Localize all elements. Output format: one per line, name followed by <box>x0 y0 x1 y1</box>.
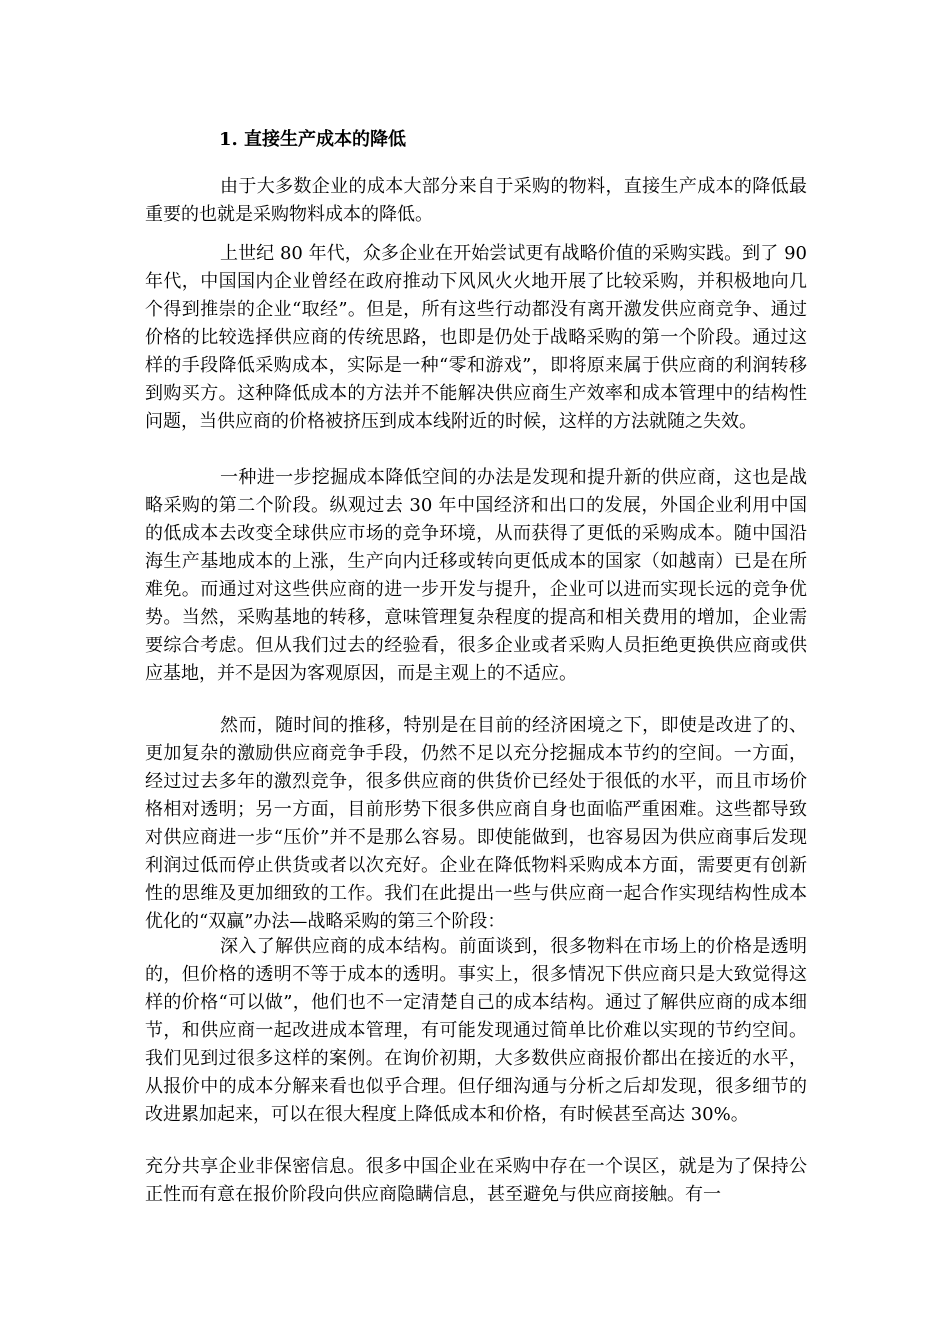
paragraph-2: 上世纪 80 年代，众多企业在开始尝试更有战略价值的采购实践。到了 90 年代，中国国内企业曾经在政府推动下风风火火地开展了比较采购，并积极地向几个得到推崇的企业“取经”。但是，所有这些行动都没有离开激发供应商竞争、通过价格的比较选择供应商的传统思路，也即是仍处于战略采购的第一个阶段。通过这样的手段降低采购成本，实际是一种“零和游戏”，即将原来属于供应商的利润转移到购买方。这种降低成本的方法并不能解决供应商生产效率和成本管理中的结构性问题，当供应商的价格被挤压到成本线附近的时候，这样的方法就随之失效。 <box>145 243 807 432</box>
paragraph-3: 一种进一步挖掘成本降低空间的办法是发现和提升新的供应商，这也是战略采购的第二个阶段。纵观过去 30 年中国经济和出口的发展，外国企业利用中国的低成本去改变全球供应市场的竞争环境，从而获得了更低的采购成本。随中国沿海生产基地成本的上涨，生产向内迁移或转向更低成本的国家（如越南）已是在所难免。而通过对这些供应商的进一步开发与提升，企业可以进而实现长远的竞争优势。当然，采购基地的转移，意味管理复杂程度的提高和相关费用的增加，企业需要综合考虑。但从我们过去的经验看，很多企业或者采购人员拒绝更换供应商或供应基地，并不是因为客观原因，而是主观上的不适应。 <box>145 467 807 684</box>
paragraph-4: 然而，随时间的推移，特别是在目前的经济困境之下，即使是改进了的、更加复杂的激励供应商竞争手段，仍然不足以充分挖掘成本节约的空间。一方面，经过过去多年的激烈竞争，很多供应商的供货价已经处于很低的水平，而且市场价格相对透明；另一方面，目前形势下很多供应商自身也面临严重困难。这些都导致对供应商进一步“压价”并不是那么容易。即使能做到，也容易因为供应商事后发现利润过低而停止供货或者以次充好。企业在降低物料采购成本方面，需要更有创新性的思维及更加细致的工作。我们在此提出一些与供应商一起合作实现结构性成本优化的“双赢”办法—战略采购的第三个阶段： <box>145 715 807 932</box>
paragraph-5: 深入了解供应商的成本结构。前面谈到，很多物料在市场上的价格是透明的，但价格的透明不等于成本的透明。事实上，很多情况下供应商只是大致觉得这样的价格“可以做”，他们也不一定清楚自己的成本结构。通过了解供应商的成本细节，和供应商一起改进成本管理，有可能发现通过简单比价难以实现的节约空间。我们见到过很多这样的案例。在询价初期，大多数供应商报价都出在接近的水平，从报价中的成本分解来看也似乎合理。但仔细沟通与分析之后却发现，很多细节的改进累加起来，可以在很大程度上降低成本和价格，有时候甚至高达 30%。 <box>145 936 807 1125</box>
paragraph-6: 充分共享企业非保密信息。很多中国企业在采购中存在一个误区，就是为了保持公正性而有意在报价阶段向供应商隐瞒信息，甚至避免与供应商接触。有一 <box>145 1156 807 1205</box>
section-heading: 1. 直接生产成本的降低 <box>219 129 407 150</box>
paragraph-1: 由于大多数企业的成本大部分来自于采购的物料，直接生产成本的降低最重要的也就是采购物料成本的降低。 <box>145 176 807 225</box>
